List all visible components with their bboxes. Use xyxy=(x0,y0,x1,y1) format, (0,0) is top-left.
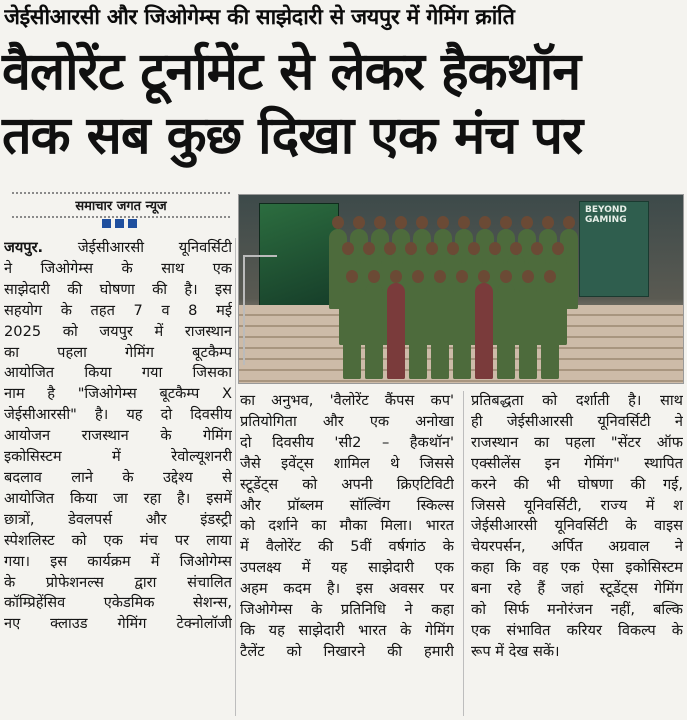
byline-block xyxy=(12,192,230,232)
student-figure xyxy=(343,283,361,379)
column-line: प्रतियोगिता और एक अनोखा xyxy=(240,412,454,430)
divider xyxy=(12,192,230,194)
student-figure xyxy=(519,283,537,379)
column-line: का पहला गेमिंग बूटकैम्प xyxy=(4,343,232,361)
column-line: जयपुर. जेईसीआरसी यूनिवर्सिटी xyxy=(4,239,232,256)
column-line: आयोजित किया गया जिसका xyxy=(4,364,232,382)
column-line: में वैलोरेंट की 5वीं वर्षगांठ के xyxy=(240,538,454,556)
railing xyxy=(243,255,277,365)
student-figure xyxy=(409,283,427,379)
column-line: जैसे इवेंट्स शामिल थे जिससे xyxy=(240,454,454,472)
headline-line-1: वैलोरेंट टूर्नामेंट से लेकर हैकथॉन xyxy=(2,42,581,102)
student-figure xyxy=(541,283,559,379)
headline-line-2: तक सब कुछ दिखा एक मंच पर xyxy=(2,106,583,166)
column-line: को सिर्फ मनोरंजन नहीं, बल्कि xyxy=(471,601,683,619)
article-headline xyxy=(2,40,686,168)
column-line: आयोजित किया जा रहा है। इसमें xyxy=(4,489,232,507)
ornament-squares xyxy=(102,219,137,228)
column-line: को दर्शाने का मौका मिला। भारत xyxy=(240,517,454,535)
article-column-3 xyxy=(471,391,683,663)
column-line: और प्रॉब्लम सॉल्विंग स्किल्स xyxy=(240,496,454,514)
byline: समाचार जगत न्यूज xyxy=(75,199,167,214)
column-line: इकोसिस्टम में रेवोल्यूशनरी xyxy=(4,448,232,466)
column-line: छात्रों, डेवलपर्स और इंडस्ट्री xyxy=(4,510,232,528)
column-line: एक्सीलेंस इन गेमिंग" स्थापित xyxy=(471,454,683,472)
student-figure xyxy=(387,283,405,379)
column-line: प्रतिबद्धता को दर्शाती है। साथ xyxy=(471,392,683,409)
column-line: साझेदारी की घोषणा की है। इस xyxy=(4,280,232,298)
column-line: जेईसीआरसी यूनिवर्सिटी के वाइस xyxy=(471,517,683,535)
column-line: आयोजन राजस्थान के गेमिंग xyxy=(4,427,232,445)
column-line: उपलक्ष्य में यह साझेदारी एक xyxy=(240,559,454,577)
divider xyxy=(12,216,230,218)
column-line: कॉम्प्रिहेंसिव एकेडमिक सेशन्स, xyxy=(4,594,232,612)
column-line: बदलाव लाने के उद्देश्य से xyxy=(4,468,232,486)
column-line: चेयरपर्सन, अर्पित अग्रवाल ने xyxy=(471,538,683,556)
column-line: दो दिवसीय 'सी2 – हैकथॉन' xyxy=(240,433,454,451)
column-line: जेईसीआरसी" है। यह दो दिवसीय xyxy=(4,406,232,424)
column-line: ही जेईसीआरसी यूनिवर्सिटी ने xyxy=(471,412,683,430)
column-line: रूप में देख सकें। xyxy=(471,642,560,660)
banner-text: BEYOND GAMING xyxy=(585,205,627,225)
column-line: राजस्थान का पहला "सेंटर ऑफ xyxy=(471,433,683,451)
column-line: टैलेंट को निखारने की हमारी xyxy=(240,642,454,660)
column-line: ने जिओगेम्स के साथ एक xyxy=(4,259,232,277)
student-figure xyxy=(453,283,471,379)
column-line: बना रहे हैं जहां स्टूडेंट्स गेमिंग xyxy=(471,580,683,598)
student-figure xyxy=(431,283,449,379)
dateline: जयपुर. xyxy=(4,239,44,256)
column-line: नए क्लाउड गेमिंग टेक्नोलॉजी xyxy=(4,615,232,633)
column-line: करने की भी घोषणा की गई, xyxy=(471,475,683,493)
article-column-2 xyxy=(240,391,454,663)
student-figure xyxy=(365,283,383,379)
student-figure xyxy=(475,283,493,379)
column-line: कि यह साझेदारी भारत के गेमिंग xyxy=(240,621,454,639)
student-figure xyxy=(497,283,515,379)
column-line: जिओगेम्स के प्रतिनिधि ने कहा xyxy=(240,601,454,619)
column-line: एक संभावित करियर विकल्प के xyxy=(471,621,683,639)
column-line: 2025 को जयपुर में राजस्थान xyxy=(4,322,232,340)
group-photo xyxy=(238,194,684,384)
column-line: जिससे यूनिवर्सिटी, राज्य में श xyxy=(471,496,683,514)
column-line: सहयोग के तहत 7 व 8 मई xyxy=(4,301,232,319)
column-line: नाम है "जिओगेम्स बूटकैम्प X xyxy=(4,385,232,403)
column-divider xyxy=(463,391,464,716)
column-line: के प्रोफेशनल्स द्वारा संचालित xyxy=(4,573,232,591)
column-line: अहम कदम है। इस अवसर पर xyxy=(240,580,454,598)
column-line: कहा कि वह एक ऐसा इकोसिस्टम xyxy=(471,559,683,577)
article-column-1 xyxy=(4,238,232,635)
column-line: गया। इस कार्यक्रम में जिओगेम्स xyxy=(4,552,232,570)
column-divider xyxy=(235,238,236,716)
column-line: का अनुभव, 'वैलोरेंट कैंपस कप' xyxy=(240,392,454,409)
article-kicker: जेईसीआरसी और जिओगेम्स की साझेदारी से जयपुर में गेमिंग क्रांति xyxy=(4,5,515,30)
column-line: स्टूडेंट्स को अपनी क्रिएटिविटी xyxy=(240,475,454,493)
column-line: स्पेशलिस्ट को एक मंच पर लाया xyxy=(4,531,232,549)
